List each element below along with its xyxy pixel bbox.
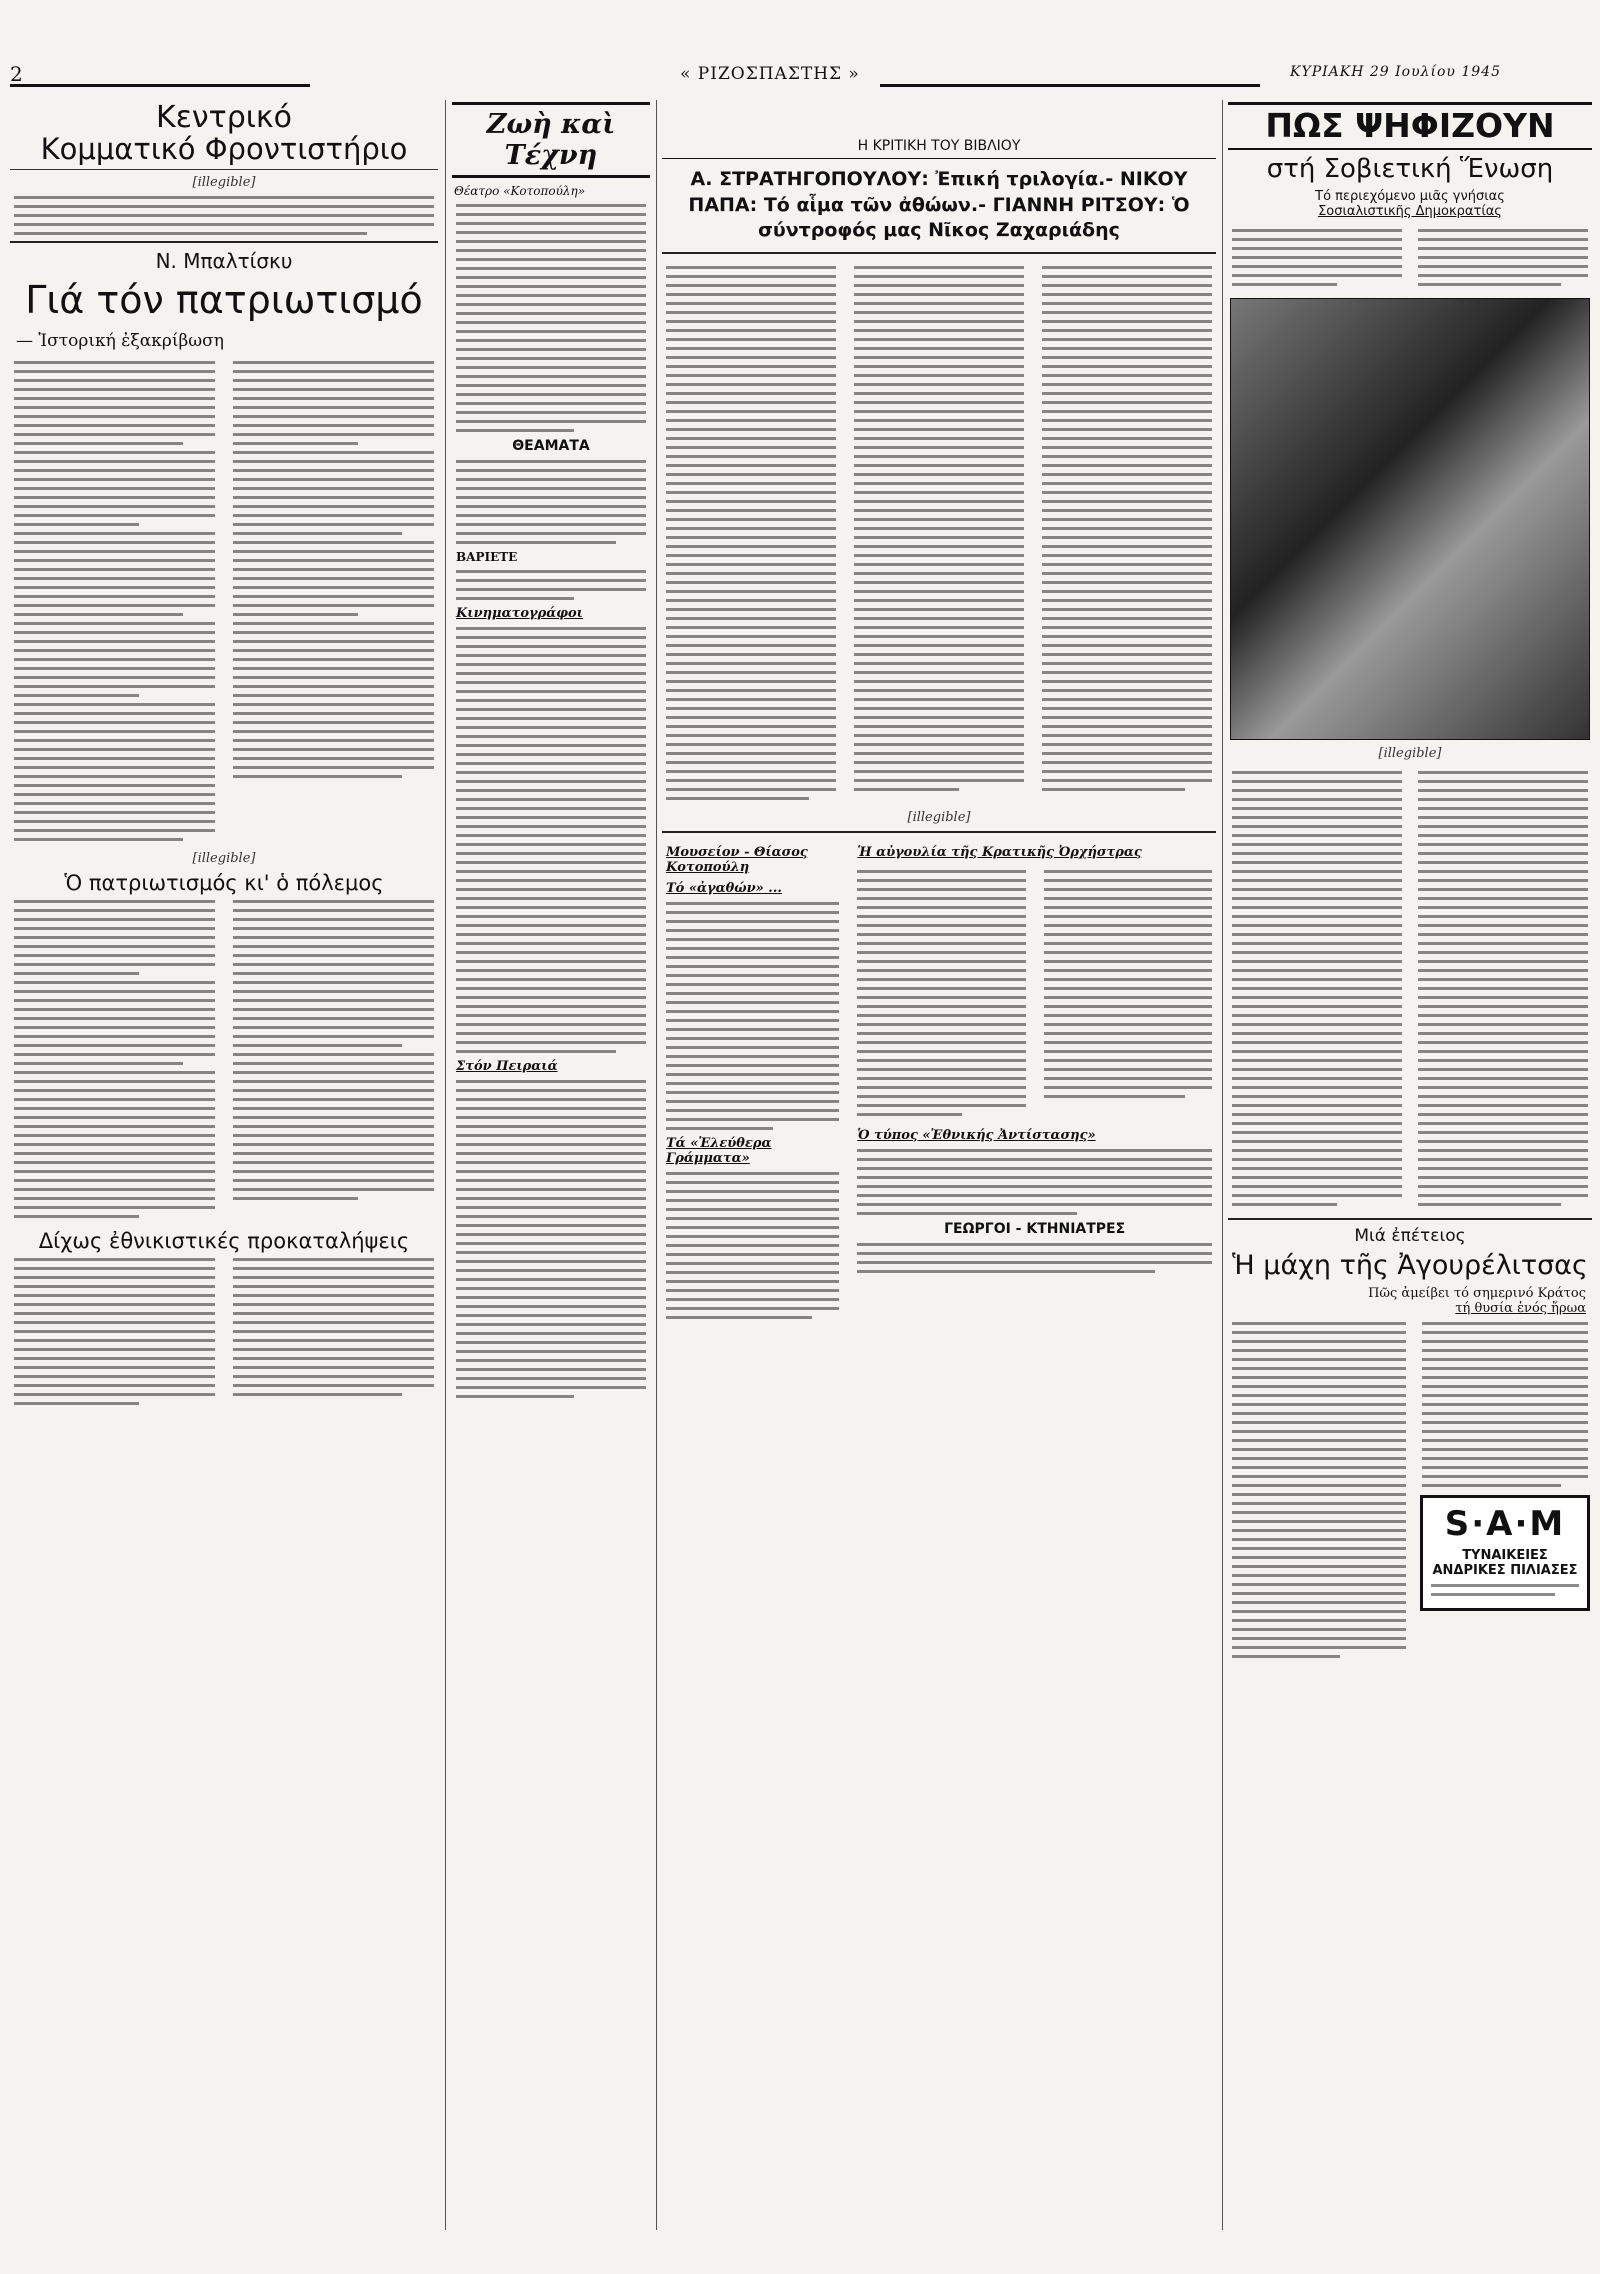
advertisement-box xyxy=(1420,1495,1590,1611)
section-label-kotopouli: Μουσείον - Θίασος Κοτοπούλη xyxy=(666,844,808,875)
column-left xyxy=(10,102,438,2252)
intro-text: [illegible] xyxy=(192,174,256,190)
varieties-listing-lines xyxy=(452,570,650,600)
section-headline: Δίχως ἐθνικιστικές προκαταλήψεις xyxy=(38,1228,410,1253)
review-body-lines xyxy=(850,260,1028,806)
headline-voting-sub: στή Σοβιετική Ἕνωση xyxy=(1266,153,1554,184)
notice-lines xyxy=(853,1149,1216,1215)
notice-headline: ΓΕΩΡΓΟΙ - ΚΤΗΝΙΑΤΡΕΣ xyxy=(944,1220,1126,1237)
review-body-lines xyxy=(1038,260,1216,806)
theatre-label: Θέατρο «Κοτοπούλη» xyxy=(454,184,586,198)
review-body-lines xyxy=(662,260,840,806)
notice-lines xyxy=(853,864,1029,1122)
headline-centre-line2: Κομματικό Φροντιστήριο xyxy=(40,131,408,166)
anniversary-subheading-1: Πῶς ἀμείβει τό σημερινό Κράτος xyxy=(1368,1286,1586,1302)
anniversary-label: Μιά ἐπέτειος xyxy=(1354,1225,1466,1246)
section-label-orchestra: Ἡ αὐγουλία τῆς Κρατικῆς Ὀρχήστρας xyxy=(857,844,1142,860)
anniversary-body-lines xyxy=(1228,1316,1410,1664)
ad-lines xyxy=(1427,1584,1583,1596)
section-label-cinemas: Κινηματογράφοι xyxy=(456,606,583,621)
ad-text: ΤΥΝΑΙΚΕΙΕΣ ΑΝΔΡΙΚΕΣ ΠΙΛΙΑΣΕΣ xyxy=(1432,1548,1578,1579)
voting-body-lines xyxy=(1414,765,1592,1212)
photo-caption: [illegible] xyxy=(1378,745,1442,761)
anniversary-body-lines xyxy=(1418,1322,1592,1487)
section-label-agathon: Τό «ἀγαθών» ... xyxy=(666,880,782,896)
section-masthead-title: Ζωὴ καὶ Τέχνη xyxy=(452,102,650,178)
section-label-shows: ΘΕΑΜΑΤΑ xyxy=(512,438,590,454)
section-body-lines xyxy=(10,894,219,1224)
notice-lines xyxy=(662,1172,843,1319)
article-body-lines xyxy=(10,361,219,841)
article-headline: Γιά τόν πατριωτισμό xyxy=(25,277,423,322)
book-review-headline: Α. ΣΤΡΑΤΗΓΟΠΟΥΛΟΥ: Ἐπική τριλογία.- ΝΙΚΟΥ ΠΑΠΑ: Τό αἷμα τῶν ἀθώων.- ΓΙΑΝΝΗ ΡΙΤΣΟΥ: Ὁ σύντροφός μας Νῖκος Ζαχαριάδης xyxy=(688,168,1190,242)
column-right xyxy=(1228,102,1592,2252)
theatre-review-lines xyxy=(452,204,650,432)
masthead-rule-left xyxy=(10,84,310,87)
masthead xyxy=(0,62,1600,92)
shows-listing-lines xyxy=(452,460,650,544)
headline-voting: ΠΩΣ ΨΗΦΙΖΟΥΝ xyxy=(1228,102,1592,150)
voting-body-lines xyxy=(1228,223,1406,292)
newspaper-name: « ΡΙΖΟΣΠΑΣΤΗΣ » xyxy=(680,64,860,84)
review-text: [illegible] xyxy=(907,809,971,825)
column-divider xyxy=(1222,100,1223,2230)
voting-subheading-1: Τό περιεχόμενο μιᾶς γνήσιας xyxy=(1315,188,1505,204)
article-text: [illegible] xyxy=(192,850,256,866)
voting-body-lines xyxy=(1414,223,1592,292)
article-body-lines xyxy=(229,361,438,778)
notice-lines xyxy=(853,1243,1216,1273)
masthead-rule-right xyxy=(880,84,1260,87)
column-arts xyxy=(452,102,650,2252)
notice-lines xyxy=(662,902,843,1130)
article-subheading: — Ἱστορική ἐξακρίβωση xyxy=(16,330,224,351)
column-divider xyxy=(656,100,657,2230)
piraeus-listing-lines xyxy=(452,1080,650,1398)
notice-lines xyxy=(1040,864,1216,1122)
column-divider xyxy=(445,100,446,2230)
ad-brand: S·A·M xyxy=(1444,1504,1566,1545)
section-label-piraeus: Στόν Πειραιά xyxy=(456,1059,558,1074)
headline-centre-line1: Κεντρικό xyxy=(156,102,292,135)
cinema-listing-lines xyxy=(452,627,650,1053)
anniversary-headline: Ἡ μάχη τῆς Ἀγουρέλιτσας xyxy=(1232,1249,1588,1281)
page-number: 2 xyxy=(10,62,24,86)
section-headline: Ὁ πατριωτισμός κι' ὁ πόλεμος xyxy=(64,870,384,895)
section-body-lines xyxy=(10,1252,219,1411)
section-label-resistance-press: Ὁ τύπος «Ἐθνικής Ἀντίστασης» xyxy=(857,1127,1096,1143)
column-book-review xyxy=(662,102,1216,2252)
book-review-label: Η ΚΡΙΤΙΚΗ ΤΟΥ ΒΙΒΛΙΟΥ xyxy=(662,138,1216,159)
author-name: Ν. Μπαλτίσκυ xyxy=(155,248,293,273)
section-body-lines xyxy=(229,894,438,1224)
section-label-free-letters: Τά «Ἐλεύθερα Γράμματα» xyxy=(666,1135,772,1166)
issue-date: ΚΥΡΙΑΚΗ 29 Ιουλίου 1945 xyxy=(1290,64,1501,80)
section-label-varieties: ΒΑΡΙΕΤΕ xyxy=(456,550,518,564)
news-photo xyxy=(1230,298,1590,740)
section-body-lines xyxy=(229,1252,438,1411)
voting-subheading-2: Σοσιαλιστικῆς Δημοκρατίας xyxy=(1318,203,1502,219)
anniversary-subheading-2: τή θυσία ἑνός ἥρωα xyxy=(1455,1301,1586,1317)
intro-text-lines xyxy=(10,196,438,235)
voting-body-lines xyxy=(1228,765,1406,1212)
